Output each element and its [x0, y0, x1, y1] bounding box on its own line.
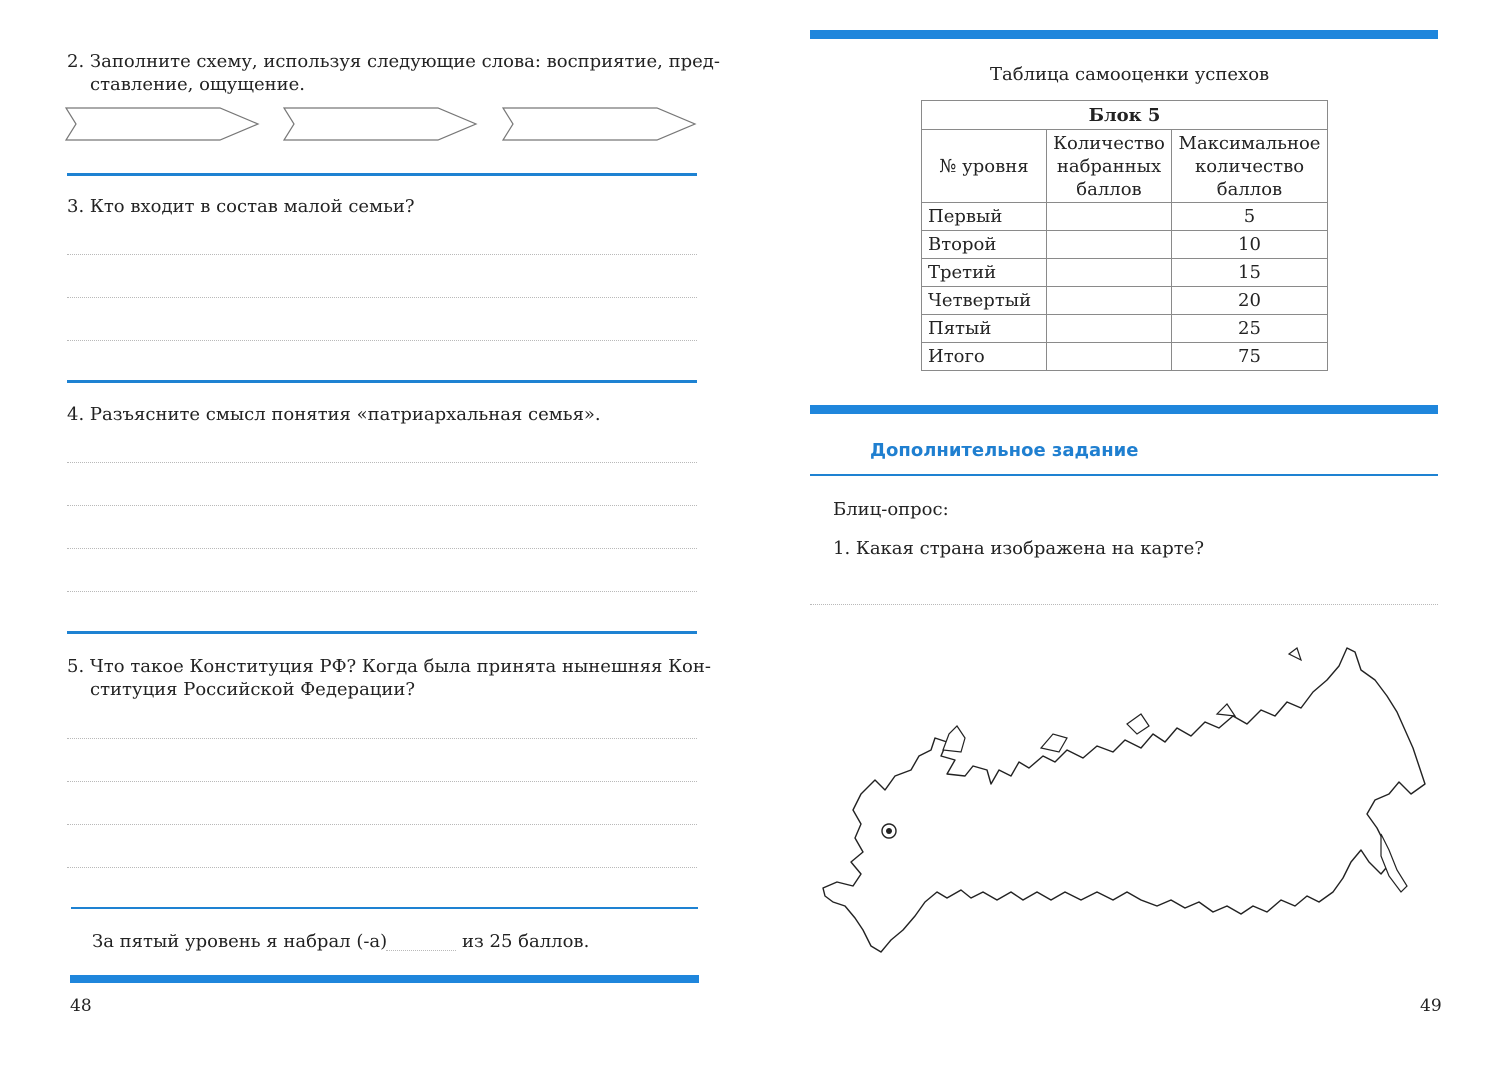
divider	[810, 474, 1438, 476]
max-cell: 5	[1172, 203, 1328, 231]
divider	[67, 631, 697, 634]
page-number-left: 48	[70, 996, 92, 1016]
page-bottom-band	[70, 975, 699, 983]
summary-text-before: За пятый уровень я набрал (-а)	[92, 931, 388, 952]
question-5-line1: 5. Что такое Конституция РФ? Когда была принята нынешняя Кон-	[67, 656, 711, 677]
question-4: 4. Разъясните смысл понятия «патриархальная семья».	[67, 404, 601, 425]
summary-text-after: из 25 баллов.	[462, 931, 590, 952]
question-3: 3. Кто входит в состав малой семьи?	[67, 196, 415, 217]
answer-line[interactable]	[67, 824, 697, 825]
answer-line[interactable]	[67, 591, 697, 592]
answer-line[interactable]	[67, 505, 697, 506]
scheme-arrow-2[interactable]	[284, 108, 476, 140]
max-cell: 75	[1172, 343, 1328, 371]
table-block-title: Блок 5	[922, 101, 1328, 130]
score-input-line[interactable]	[386, 950, 456, 951]
table-row	[922, 259, 1328, 287]
scheme-arrows	[62, 104, 702, 144]
blitz-question-1: 1. Какая страна изображена на карте?	[833, 538, 1204, 559]
answer-line[interactable]	[67, 340, 697, 341]
level-cell: Четвертый	[922, 287, 1047, 315]
divider	[67, 173, 697, 176]
russia-map-icon	[815, 630, 1435, 965]
answer-line[interactable]	[67, 781, 697, 782]
extra-task-title: Дополнительное задание	[870, 440, 1139, 461]
max-cell: 25	[1172, 315, 1328, 343]
score-cell[interactable]	[1047, 203, 1172, 231]
table-row	[922, 287, 1328, 315]
header-max-score: Максимальное количество баллов	[1172, 130, 1328, 203]
page-top-band	[810, 30, 1438, 39]
max-cell: 10	[1172, 231, 1328, 259]
score-cell[interactable]	[1047, 287, 1172, 315]
table-row	[922, 203, 1328, 231]
table-row	[922, 343, 1328, 371]
header-level: № уровня	[922, 130, 1047, 203]
level-cell: Первый	[922, 203, 1047, 231]
self-assessment-table	[921, 100, 1328, 371]
question-2-line1: 2. Заполните схему, используя следующие слова: восприятие, пред-	[67, 51, 720, 72]
answer-line[interactable]	[67, 254, 697, 255]
score-cell[interactable]	[1047, 231, 1172, 259]
level-cell: Третий	[922, 259, 1047, 287]
score-cell[interactable]	[1047, 259, 1172, 287]
scheme-arrow-1[interactable]	[66, 108, 258, 140]
level-cell: Второй	[922, 231, 1047, 259]
answer-line[interactable]	[67, 548, 697, 549]
scheme-arrow-3[interactable]	[503, 108, 695, 140]
question-5-line2: ституция Российской Федерации?	[90, 679, 416, 700]
answer-line[interactable]	[67, 297, 697, 298]
blitz-intro: Блиц-опрос:	[833, 499, 949, 520]
answer-line[interactable]	[810, 604, 1438, 605]
answer-line[interactable]	[67, 738, 697, 739]
table-row	[922, 315, 1328, 343]
answer-line[interactable]	[67, 867, 697, 868]
question-2-line2: ставление, ощущение.	[90, 74, 305, 95]
table-caption: Таблица самооценки успехов	[990, 64, 1270, 85]
score-cell[interactable]	[1047, 343, 1172, 371]
answer-line[interactable]	[67, 462, 697, 463]
level-cell: Итого	[922, 343, 1047, 371]
level-cell: Пятый	[922, 315, 1047, 343]
page-number-right: 49	[1420, 996, 1442, 1016]
divider	[67, 380, 697, 383]
max-cell: 15	[1172, 259, 1328, 287]
divider	[71, 907, 698, 909]
max-cell: 20	[1172, 287, 1328, 315]
section-band	[810, 405, 1438, 414]
score-cell[interactable]	[1047, 315, 1172, 343]
table-row	[922, 231, 1328, 259]
header-score: Количество набранных баллов	[1047, 130, 1172, 203]
